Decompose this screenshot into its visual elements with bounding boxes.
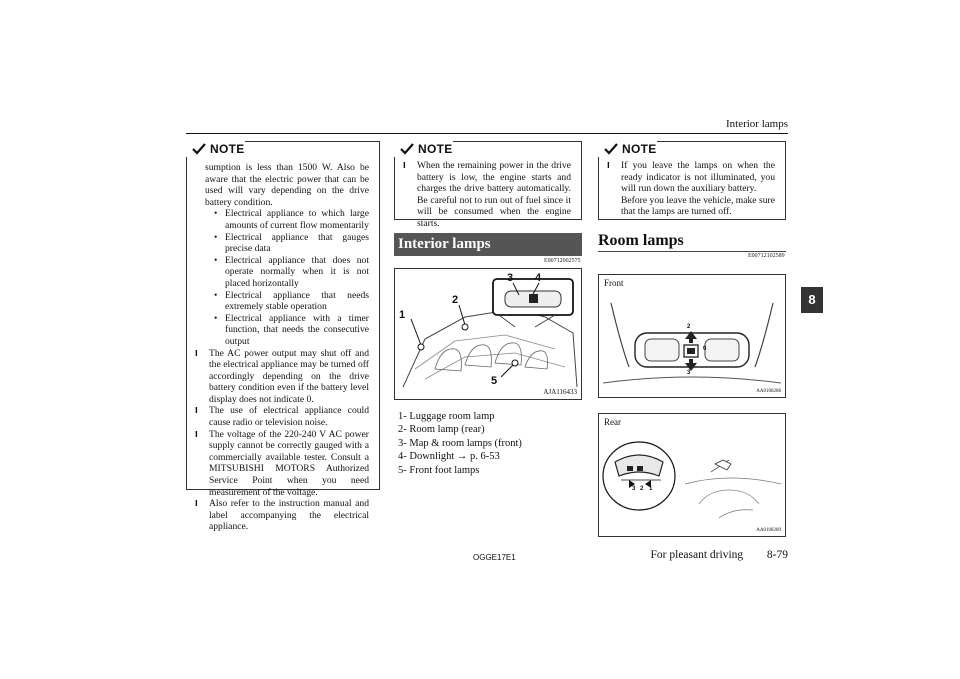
document-code: OGGE17E1 xyxy=(473,553,516,562)
room-lamp-rear-figure xyxy=(598,413,786,537)
front-lamp-illustration xyxy=(599,275,785,397)
figure-label-front: Front xyxy=(604,278,624,288)
legend-item: 1- Luggage room lamp xyxy=(398,411,495,422)
note-label: NOTE xyxy=(210,142,245,156)
section-rule xyxy=(598,251,786,252)
footer-page-info xyxy=(651,549,788,561)
callout-1: 1 xyxy=(399,309,406,321)
page-number: 8-79 xyxy=(766,549,788,561)
callout-2: 2 xyxy=(452,294,459,306)
note-bullet: l When the remaining power in the drive battery is low, the engine starts and charges the drive battery automatically. Be careful not to run out of fuel since it will be consumed when the engine starts. xyxy=(403,160,571,230)
note-box-auxiliary-battery xyxy=(598,141,786,220)
position-mark-3: 3 xyxy=(632,486,636,492)
note-check-icon xyxy=(400,143,414,155)
legend-item: 3- Map & room lamps (front) xyxy=(398,437,522,449)
footer-section: For pleasant driving xyxy=(650,549,744,561)
figure-code: AA0108289 xyxy=(756,528,781,533)
position-mark-0: 0 xyxy=(703,346,707,352)
note-label: NOTE xyxy=(622,142,657,156)
figure-code: AA0108288 xyxy=(756,389,781,394)
callout-4: 4 xyxy=(535,272,542,284)
position-mark-1: 1 xyxy=(649,486,653,492)
legend-item: 5- Front foot lamps xyxy=(398,464,480,476)
position-mark-2: 2 xyxy=(687,324,691,330)
note-label: NOTE xyxy=(418,142,453,156)
legend-item: 2- Room lamp (rear) xyxy=(398,424,485,436)
section-code: E00712102589 xyxy=(748,253,785,259)
callout-3: 3 xyxy=(507,272,514,284)
note-body xyxy=(205,162,369,533)
section-title-interior-lamps: Interior lamps xyxy=(394,233,582,256)
position-mark-2: 2 xyxy=(640,486,644,492)
section-code: E00712002575 xyxy=(544,258,581,264)
note-check-icon xyxy=(192,143,206,155)
figure-label-rear: Rear xyxy=(604,417,621,427)
note-header xyxy=(394,141,453,157)
note-box-engine-start xyxy=(394,141,582,229)
note-sub-item: • Electrical appliance with a timer function, that needs the consecutive output xyxy=(205,313,369,348)
note-continuation: Before you leave the vehicle, make sure that the lamps are turned off. xyxy=(621,194,775,218)
note-bullet: l If you leave the lamps on when the ready indicator is not illuminated, you will run down the auxiliary battery. xyxy=(607,160,775,195)
note-header xyxy=(186,141,245,157)
interior-car-illustration xyxy=(395,269,581,399)
header-rule xyxy=(186,133,788,134)
note-check-icon xyxy=(604,143,618,155)
rear-lamp-illustration xyxy=(599,414,785,536)
chapter-tab: 8 xyxy=(801,287,823,313)
callout-5: 5 xyxy=(491,375,498,387)
running-header-title: Interior lamps xyxy=(725,118,788,130)
note-bullet: l The voltage of the 220-240 V AC power supply cannot be correctly gauged with a commercially available tester. Consult a MITSUBISHI MOTORS Authorized Service Point when you need measurement of the voltage. xyxy=(195,429,369,499)
note-bullet: l The use of electrical appliance could cause radio or television noise. xyxy=(195,405,369,428)
note-sub-item: • Electrical appliance to which large amounts of current flow momentarily xyxy=(205,208,369,231)
note-bullet: l Also refer to the instruction manual and label accompanying the electrical appliance. xyxy=(195,498,369,533)
note-lead-text: sumption is less than 1500 W. Also be aware that the electric power that can be used will vary depending on the drive battery condition. xyxy=(205,162,369,208)
note-header xyxy=(598,141,657,157)
interior-lamps-legend xyxy=(398,410,522,477)
note-body xyxy=(403,160,571,230)
note-bullet: l The AC power output may shut off and the electrical appliance may be turned off accordingly depending on the drive battery condition even if the battery level display does not indicate 0. xyxy=(195,348,369,406)
note-sub-item: • Electrical appliance that does not operate normally when it is not placed horizontally xyxy=(205,255,369,290)
figure-code: AJA116433 xyxy=(543,388,577,396)
note-sub-item: • Electrical appliance that gauges precise data xyxy=(205,232,369,255)
section-title-room-lamps: Room lamps xyxy=(598,232,684,249)
position-mark-3: 3 xyxy=(687,370,691,376)
room-lamp-front-figure xyxy=(598,274,786,398)
note-box-power-output xyxy=(186,141,380,533)
interior-lamps-figure xyxy=(394,268,582,400)
legend-item: 4- Downlight → p. 6-53 xyxy=(398,451,500,463)
note-body xyxy=(607,160,775,218)
note-sub-item: • Electrical appliance that needs extremely stable operation xyxy=(205,290,369,313)
